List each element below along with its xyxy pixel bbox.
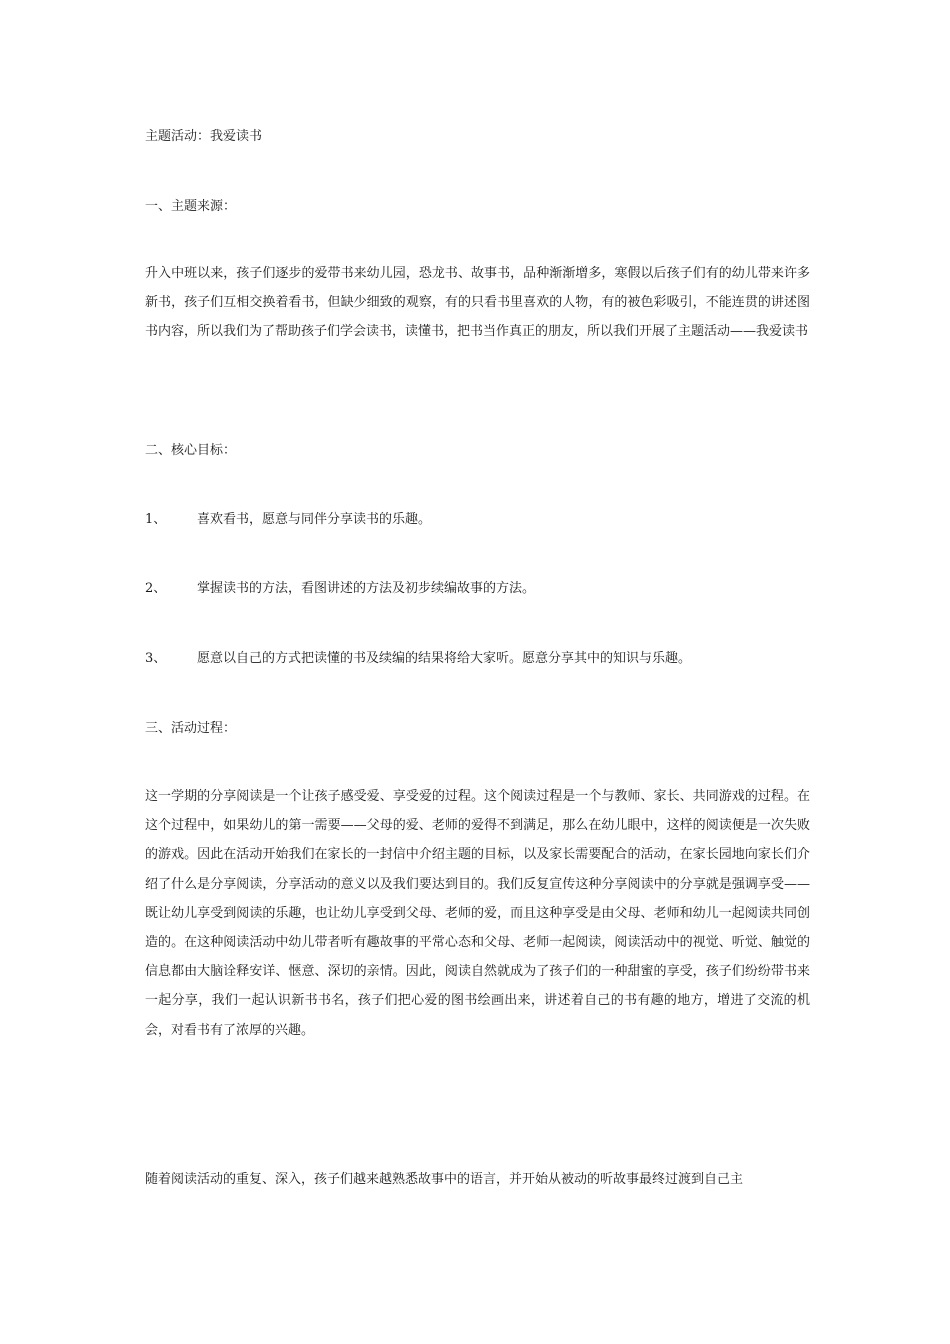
- goal-number: 3、: [145, 651, 167, 666]
- process-paragraph-2: 随着阅读活动的重复、深入，孩子们越来越熟悉故事中的语言，并开始从被动的听故事最终过渡到自己主: [145, 1172, 744, 1187]
- process-paragraph-1: 这一学期的分享阅读是一个让孩子感受爱、享受爱的过程。这个阅读过程是一个与教师、家长、共同游戏的过程。在这个过程中，如果幼儿的第一需要——父母的爱、老师的爱得不到满足，那么在幼儿眼中，这样的阅读便是一次失败的游戏。因此在活动开始我们在家长的一封信中介绍主题的目标，以及家长需要配合的活动，在家长园地向家长们介绍了什么是分享阅读，分享活动的意义以及我们要达到目的。我们反复宣传这种分享阅读中的分享就是强调享受——既让幼儿享受到阅读的乐趣，也让幼儿享受到父母、老师的爱，而且这种享受是由父母、老师和幼儿一起阅读共同创造的。在这种阅读活动中幼儿带者听有趣故事的平常心态和父母、老师一起阅读，阅读活动中的视觉、听觉、触觉的信息都由大脑诠释安详、惬意、深切的亲情。因此，阅读自然就成为了孩子们的一种甜蜜的享受，孩子们纷纷带书来一起分享，我们一起认识新书书名，孩子们把心爱的图书绘画出来，讲述着自己的书有趣的地方，增进了交流的机会，对看书有了浓厚的兴趣。: [145, 789, 810, 1038]
- document-title: 主题活动：我爱读书: [145, 129, 263, 144]
- goal-text: 愿意以自己的方式把读懂的书及续编的结果将给大家听。愿意分享其中的知识与乐趣。: [197, 651, 692, 666]
- goal-item-3: [145, 650, 691, 668]
- goal-text: 掌握读书的方法，看图讲述的方法及初步续编故事的方法。: [197, 581, 536, 596]
- section-heading-process: 三、活动过程：: [145, 721, 237, 736]
- goal-number: 1、: [145, 512, 167, 527]
- goal-text: 喜欢看书，愿意与同伴分享读书的乐趣。: [197, 512, 432, 527]
- section-heading-source: 一、主题来源：: [145, 199, 237, 214]
- section-heading-goals: 二、核心目标：: [145, 443, 237, 458]
- source-paragraph: 升入中班以来，孩子们逐步的爱带书来幼儿园，恐龙书、故事书，品种渐渐增多，寒假以后孩子们有的幼儿带来许多新书，孩子们互相交换着看书，但缺少细致的观察，有的只看书里喜欢的人物，有的被色彩吸引，不能连贯的讲述图书内容，所以我们为了帮助孩子们学会读书，读懂书，把书当作真正的朋友，所以我们开展了主题活动——我爱读书: [145, 266, 810, 340]
- goal-number: 2、: [145, 581, 167, 596]
- goal-item-1: [145, 511, 431, 529]
- goal-item-2: [145, 580, 535, 598]
